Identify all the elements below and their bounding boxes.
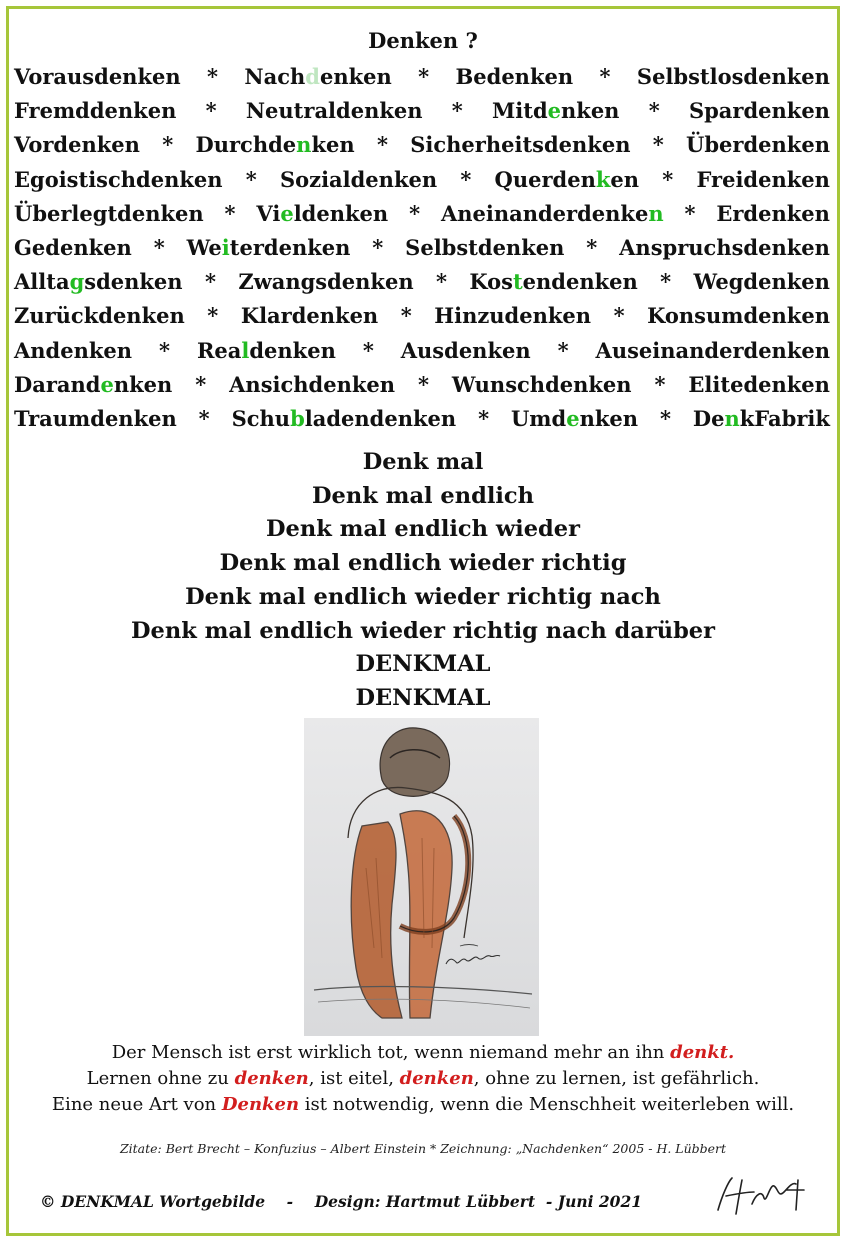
compound-word: Nachdenken <box>244 64 392 89</box>
word-line <box>14 402 830 436</box>
compound-word: Überdenken <box>686 132 830 158</box>
compound-word: Weiterdenken <box>186 235 351 261</box>
asterisk-separator: * <box>162 132 174 158</box>
compound-word: DenkFabrik <box>692 406 830 432</box>
asterisk-separator: * <box>557 337 569 363</box>
compound-word: Fremddenken <box>14 98 177 124</box>
compound-word: Klardenken <box>240 303 379 329</box>
compound-word: Egoistischdenken <box>14 166 223 192</box>
asterisk-separator: * <box>648 98 660 124</box>
stack-line: DENKMAL <box>355 651 491 678</box>
compound-word: Selbstlosdenken <box>636 64 830 89</box>
compound-word: Gedenken <box>14 235 132 261</box>
asterisk-separator: * <box>599 64 611 89</box>
compound-word: Durchdenken <box>195 132 355 158</box>
word-line <box>14 368 830 402</box>
compound-word: Freidenken <box>696 166 830 192</box>
compound-word: Kostendenken <box>469 269 638 295</box>
compound-word: Konsumdenken <box>647 303 830 329</box>
stack-line: Denk mal endlich wieder richtig nach <box>185 583 661 610</box>
asterisk-separator: * <box>198 406 210 432</box>
compound-word: Ansichdenken <box>229 371 396 397</box>
footer-copyright: © DENKMAL Wortgebilde - Design: Hartmut Lübbert - Juni 2021 <box>40 1192 643 1211</box>
asterisk-separator: * <box>460 166 472 192</box>
quotes-block <box>0 1040 846 1118</box>
asterisk-separator: * <box>372 235 384 261</box>
asterisk-separator: * <box>652 132 664 158</box>
denk-mal-stack <box>0 446 846 716</box>
compound-word: Hinzudenken <box>434 303 592 329</box>
compound-word: Alltagsdenken <box>14 269 183 295</box>
compound-word: Vieldenken <box>256 200 389 226</box>
compound-word: Elitedenken <box>688 371 830 397</box>
stack-line: Denk mal endlich wieder richtig nach darüber <box>131 617 715 644</box>
compound-word: Vordenken <box>14 132 140 158</box>
compound-word: Spardenken <box>688 98 830 124</box>
stack-line: Denk mal endlich wieder richtig <box>219 550 627 577</box>
asterisk-separator: * <box>451 98 463 124</box>
asterisk-separator: * <box>684 200 696 226</box>
handwritten-signature <box>712 1174 822 1218</box>
asterisk-separator: * <box>205 98 217 124</box>
quote-line: Eine neue Art von Denken ist notwendig, wenn die Menschheit weiterleben will. <box>51 1094 795 1115</box>
word-line <box>14 163 830 197</box>
asterisk-separator: * <box>400 303 412 329</box>
page-title: Denken ? <box>368 28 478 53</box>
asterisk-separator: * <box>660 269 672 295</box>
compound-word: Ausdenken <box>400 337 531 363</box>
asterisk-separator: * <box>418 64 430 89</box>
asterisk-separator: * <box>586 235 598 261</box>
word-grid <box>14 60 830 436</box>
asterisk-separator: * <box>418 371 429 397</box>
quote-line: Der Mensch ist erst wirklich tot, wenn niemand mehr an ihn denkt. <box>111 1042 735 1063</box>
compound-word: Anspruchsdenken <box>619 235 830 261</box>
quote-line: Lernen ohne zu denken, ist eitel, denken, ohne zu lernen, ist gefährlich. <box>86 1068 760 1089</box>
word-line <box>14 265 830 299</box>
asterisk-separator: * <box>409 200 421 226</box>
stack-line: Denk mal endlich <box>312 482 534 509</box>
stack-line: DENKMAL <box>355 684 491 711</box>
compound-word: Zurückdenken <box>14 303 185 329</box>
word-line <box>14 334 830 368</box>
compound-word: Sozialdenken <box>279 166 438 192</box>
word-line <box>14 231 830 265</box>
asterisk-separator: * <box>654 371 666 397</box>
compound-word: Überlegtdenken <box>14 200 204 226</box>
word-line <box>14 299 830 333</box>
compound-word: Vorausdenken <box>14 64 181 89</box>
compound-word: Zwangsdenken <box>238 269 414 295</box>
compound-word: Bedenken <box>455 64 574 89</box>
asterisk-separator: * <box>207 303 219 329</box>
compound-word: Querdenken <box>494 166 640 192</box>
compound-word: Selbstdenken <box>405 235 565 261</box>
stack-line: Denk mal <box>362 449 484 475</box>
thinker-drawing <box>304 718 539 1036</box>
asterisk-separator: * <box>435 269 447 295</box>
compound-word: Umdenken <box>510 406 639 432</box>
compound-word: Aneinanderdenken <box>440 200 664 226</box>
compound-word: Erdenken <box>716 200 830 226</box>
compound-word: Auseinanderdenken <box>595 337 830 363</box>
compound-word: Schubladendenken <box>231 406 457 432</box>
word-line <box>14 197 830 231</box>
word-line <box>14 128 830 162</box>
compound-word: Darandenken <box>14 371 173 397</box>
compound-word: Neutraldenken <box>245 98 423 124</box>
asterisk-separator: * <box>159 337 170 363</box>
compound-word: Wegdenken <box>693 269 830 295</box>
asterisk-separator: * <box>207 64 219 89</box>
asterisk-separator: * <box>153 235 165 261</box>
compound-word: Mitdenken <box>492 98 620 124</box>
compound-word: Wunschdenken <box>451 371 632 397</box>
stack-line: Denk mal endlich wieder <box>266 516 580 543</box>
compound-word: Realdenken <box>196 337 336 363</box>
asterisk-separator: * <box>478 406 490 432</box>
asterisk-separator: * <box>245 166 257 192</box>
word-line <box>14 94 830 128</box>
asterisk-separator: * <box>204 269 216 295</box>
compound-word: Andenken <box>14 337 133 363</box>
asterisk-separator: * <box>376 132 388 158</box>
compound-word: Sicherheitsdenken <box>410 132 631 158</box>
word-line <box>14 60 830 94</box>
asterisk-separator: * <box>662 166 674 192</box>
asterisk-separator: * <box>195 371 207 397</box>
asterisk-separator: * <box>659 406 671 432</box>
credits-line: Zitate: Bert Brecht – Konfuzius – Albert Einstein * Zeichnung: „Nachdenken“ 2005 - H. Lübbert <box>119 1141 727 1156</box>
asterisk-separator: * <box>362 337 374 363</box>
asterisk-separator: * <box>613 303 625 329</box>
asterisk-separator: * <box>224 200 236 226</box>
compound-word: Traumdenken <box>14 406 177 432</box>
